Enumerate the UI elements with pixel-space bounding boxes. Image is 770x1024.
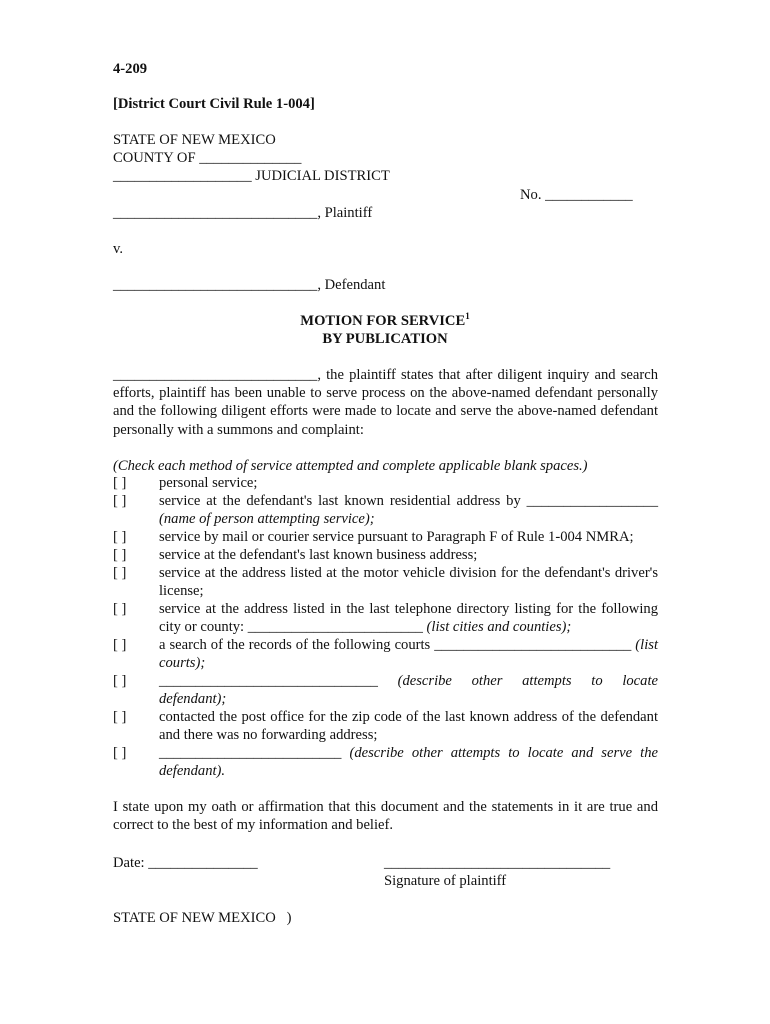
service-method-text: defendant); xyxy=(159,691,227,707)
intro-line: and the following diligent efforts were made to locate and serve the above-named defendant xyxy=(113,403,658,420)
service-method-text: contacted the post office for the zip code of the last known address of the defendant xyxy=(159,709,658,725)
service-method-text: and there was no forwarding address; xyxy=(159,727,378,743)
case-number: No. ____________ xyxy=(520,187,633,203)
service-method-text: service at the address listed at the motor vehicle division for the defendant's driver's xyxy=(159,565,658,581)
service-method-text: license; xyxy=(159,583,204,599)
service-method-text: (name of person attempting service); xyxy=(159,511,375,527)
service-method-item xyxy=(159,636,658,672)
notary-state: STATE OF NEW MEXICO ) xyxy=(113,910,292,926)
instructions: (Check each method of service attempted and complete applicable blank spaces.) xyxy=(113,458,588,474)
service-method-text: ______________________________ (describe other attempts to locate xyxy=(159,673,658,689)
title-line-2: BY PUBLICATION xyxy=(322,331,448,347)
service-method-item xyxy=(159,672,658,708)
service-method-text: _________________________ (describe other attempts to locate and serve the xyxy=(159,745,658,761)
service-method-text: service at the defendant's last known residential address by __________________ xyxy=(159,493,658,509)
oath-paragraph xyxy=(113,798,658,834)
service-method-text: a search of the records of the following courts ___________________________ (list xyxy=(159,637,658,653)
footnote-mark: 1 xyxy=(465,311,470,322)
rule-reference: [District Court Civil Rule 1-004] xyxy=(113,96,315,112)
checkbox[interactable]: [ ] xyxy=(113,529,127,545)
checkbox[interactable]: [ ] xyxy=(113,493,127,509)
service-method-text: courts); xyxy=(159,655,206,671)
form-number: 4-209 xyxy=(113,61,148,77)
intro-line: ____________________________, the plaintiff states that after diligent inquiry and search xyxy=(113,367,658,383)
checkbox[interactable]: [ ] xyxy=(113,565,127,581)
service-method-item xyxy=(159,744,658,780)
signature-label: Signature of plaintiff xyxy=(384,873,507,889)
versus: v. xyxy=(113,241,123,257)
service-method-item xyxy=(159,528,658,546)
service-method-item xyxy=(159,600,658,636)
service-method-text: service at the address listed in the last telephone directory listing for the following xyxy=(159,601,658,617)
title-line-1 xyxy=(235,312,535,330)
service-method-text: service by mail or courier service pursuant to Paragraph F of Rule 1-004 NMRA; xyxy=(159,529,634,545)
signature-line[interactable]: _______________________________ xyxy=(384,855,611,871)
caption-district: ___________________ JUDICIAL DISTRICT xyxy=(113,168,390,184)
intro-line: personally with a summons and complaint: xyxy=(113,421,364,438)
date-field[interactable]: Date: _______________ xyxy=(113,855,258,871)
title-text: MOTION FOR SERVICE xyxy=(300,313,466,329)
checkbox[interactable]: [ ] xyxy=(113,547,127,563)
service-method-item xyxy=(159,708,658,744)
caption-state: STATE OF NEW MEXICO xyxy=(113,132,276,148)
service-method-text: personal service; xyxy=(159,475,258,491)
service-method-text: service at the defendant's last known business address; xyxy=(159,547,478,563)
defendant-line: ____________________________, Defendant xyxy=(113,277,386,293)
oath-line: I state upon my oath or affirmation that this document and the statements in it are true and xyxy=(113,799,658,815)
checkbox[interactable]: [ ] xyxy=(113,709,127,725)
service-method-item xyxy=(159,546,658,564)
checkbox[interactable]: [ ] xyxy=(113,673,127,689)
checkbox[interactable]: [ ] xyxy=(113,601,127,617)
service-method-item xyxy=(159,492,658,528)
intro-line: efforts, plaintiff has been unable to serve process on the above-named defendant personally xyxy=(113,385,658,402)
service-method-text: city or county: ________________________ (list cities and counties); xyxy=(159,619,572,635)
checkbox[interactable]: [ ] xyxy=(113,637,127,653)
service-method-text: defendant). xyxy=(159,763,226,779)
checkbox[interactable]: [ ] xyxy=(113,475,127,491)
checkbox[interactable]: [ ] xyxy=(113,745,127,761)
plaintiff-line: ____________________________, Plaintiff xyxy=(113,205,373,221)
intro-paragraph xyxy=(113,366,658,439)
service-method-item xyxy=(159,474,658,492)
caption-county: COUNTY OF ______________ xyxy=(113,150,302,166)
service-method-item xyxy=(159,564,658,600)
oath-line: correct to the best of my information and belief. xyxy=(113,817,394,834)
